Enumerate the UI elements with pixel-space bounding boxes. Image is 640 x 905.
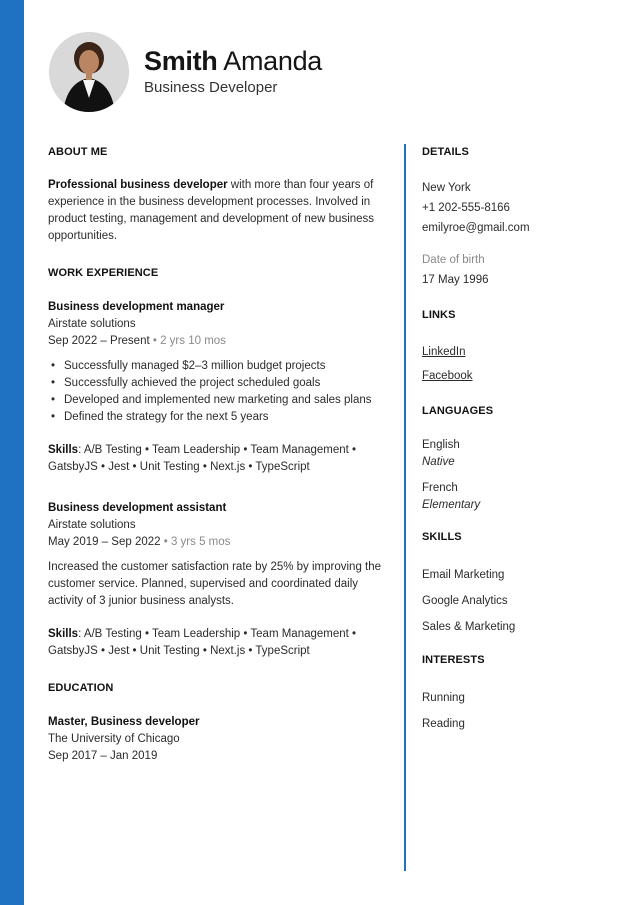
skill-item: Google Analytics — [422, 595, 508, 607]
accent-sidebar-bar — [0, 0, 24, 905]
avatar — [49, 32, 129, 112]
job-date-range: May 2019 – Sep 2022 — [48, 536, 161, 548]
education-dates: Sep 2017 – Jan 2019 — [48, 750, 158, 762]
language-item — [422, 437, 622, 471]
job-duration: 2 yrs 10 mos — [160, 335, 226, 347]
main-column — [48, 145, 388, 765]
job-skills — [48, 442, 388, 476]
job-duration: 3 yrs 5 mos — [170, 536, 231, 548]
detail-phone: +1 202-555-8166 — [422, 202, 510, 214]
last-name: Smith — [144, 46, 218, 76]
job-role: Business development manager — [48, 301, 225, 313]
job-entry — [48, 500, 388, 660]
job-company: Airstate solutions — [48, 519, 136, 531]
section-title-education: EDUCATION — [48, 682, 114, 694]
detail-dob: 17 May 1996 — [422, 274, 489, 286]
about-body: with more than four years of experience in the business development processes. Involved in product testing, management and development of new business opportunities. — [48, 179, 375, 242]
facebook-link[interactable]: Facebook — [422, 370, 473, 382]
link-linkedin — [422, 340, 622, 364]
side-column — [422, 145, 622, 737]
section-title-work: WORK EXPERIENCE — [48, 267, 159, 279]
skills-line-2: GatsbyJS • Jest • Unit Testing • Next.js • TypeScript — [48, 461, 310, 473]
list-item: • Developed and implemented new marketing and sales plans — [48, 392, 388, 409]
column-divider — [404, 144, 406, 871]
section-title-skills: SKILLS — [422, 531, 462, 543]
job-date-range: Sep 2022 – Present — [48, 335, 150, 347]
section-title-details: DETAILS — [422, 146, 469, 158]
language-name: French — [422, 482, 458, 494]
interest-item: Running — [422, 692, 465, 704]
language-item — [422, 480, 622, 514]
language-level: Elementary — [422, 499, 481, 511]
first-name: Amanda — [223, 46, 322, 76]
education-degree: Master, Business developer — [48, 716, 200, 728]
job-entry — [48, 299, 388, 476]
job-title: Business Developer — [144, 79, 278, 96]
detail-dob-label: Date of birth — [422, 254, 485, 266]
job-role: Business development assistant — [48, 502, 227, 514]
job-company: Airstate solutions — [48, 318, 136, 330]
skills-label: Skills — [48, 628, 79, 640]
about-lead: Professional business developer — [48, 179, 228, 191]
job-dates: May 2019 – Sep 2022 • 3 yrs 5 mos — [48, 536, 231, 548]
about-text — [48, 177, 388, 245]
list-item: • Successfully managed $2–3 million budget projects — [48, 358, 388, 375]
full-name — [144, 46, 322, 76]
section-title-about: ABOUT ME — [48, 146, 108, 158]
job-skills — [48, 626, 388, 660]
education-school: The University of Chicago — [48, 733, 180, 745]
skills-line-2: GatsbyJS • Jest • Unit Testing • Next.js • TypeScript — [48, 645, 310, 657]
language-level: Native — [422, 456, 455, 468]
detail-email: emilyroe@gmail.com — [422, 222, 530, 234]
section-title-links: LINKS — [422, 309, 456, 321]
education-entry — [48, 714, 388, 765]
section-title-languages: LANGUAGES — [422, 405, 494, 417]
skills-line-1: : A/B Testing • Team Leadership • Team Management • — [78, 444, 357, 456]
linkedin-link[interactable]: LinkedIn — [422, 346, 466, 358]
skills-line-1: : A/B Testing • Team Leadership • Team Management • — [78, 628, 357, 640]
job-dates: Sep 2022 – Present • 2 yrs 10 mos — [48, 335, 226, 347]
language-name: English — [422, 439, 460, 451]
profile-photo-icon — [49, 32, 129, 112]
skill-item: Email Marketing — [422, 569, 505, 581]
skills-label: Skills — [48, 444, 79, 456]
job-description: Increased the customer satisfaction rate by 25% by improving the customer service. Planned, supervised and coordinated daily activity of 3 junior business analysts. — [48, 561, 382, 607]
detail-city: New York — [422, 182, 471, 194]
interest-item: Reading — [422, 718, 465, 730]
skill-item: Sales & Marketing — [422, 621, 516, 633]
section-title-interests: INTERESTS — [422, 654, 485, 666]
link-facebook — [422, 364, 622, 388]
list-item: • Defined the strategy for the next 5 years — [48, 409, 388, 426]
list-item: • Successfully achieved the project scheduled goals — [48, 375, 388, 392]
job-bullets — [48, 358, 388, 426]
